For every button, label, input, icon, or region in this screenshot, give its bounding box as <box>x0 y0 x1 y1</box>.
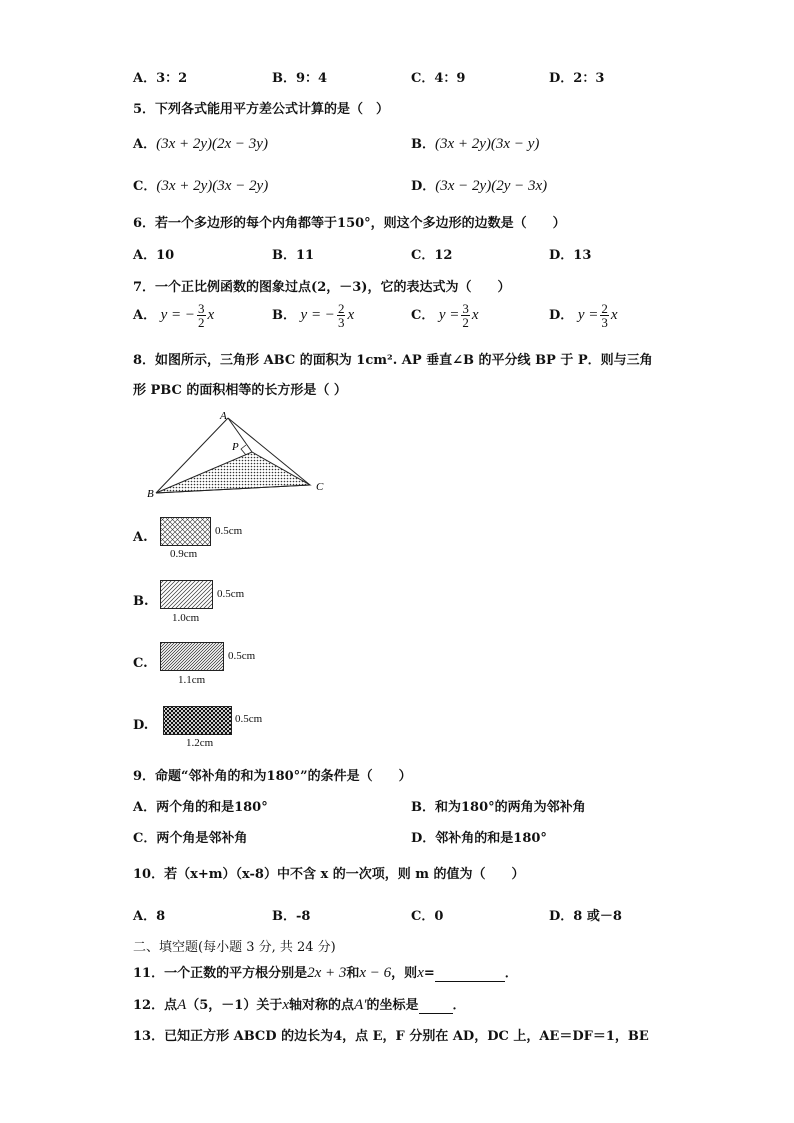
q8-option-d-width: 1.2cm <box>186 737 214 749</box>
q5-option-b: B．(3x + 2y)(3x − y) <box>411 136 540 152</box>
q9-option-a: A．两个角的和是180° <box>133 800 268 815</box>
q8-option-c-rectangle <box>160 642 225 672</box>
q10-stem: 10．若（x+m）（x-8）中不含 x 的一次项，则 m 的值为（ ） <box>133 867 525 882</box>
q8-option-a-width: 0.9cm <box>170 548 198 560</box>
q7-option-a: A． y = − $\frac{3}{2}$ x <box>133 301 215 330</box>
q9-option-c: C．两个角是邻补角 <box>133 831 248 846</box>
triangle-figure <box>130 405 340 500</box>
q10-option-a: A．8 <box>133 909 166 924</box>
triangle-pbc-shaded <box>156 452 310 493</box>
q6-option-c: C．12 <box>411 248 453 263</box>
q8-stem-line2: 形 PBC 的面积相等的长方形是（ ） <box>133 383 347 398</box>
q8-option-a-rectangle <box>160 517 212 547</box>
q13-stem: 13．已知正方形 ABCD 的边长为4，点 E，F 分别在 AD，DC 上，AE＝DF＝1，BE <box>133 1029 649 1044</box>
q4-option-c: C．4：9 <box>411 71 466 86</box>
q6-option-b: B．11 <box>272 248 315 263</box>
q4-option-d: D．2：3 <box>549 71 605 86</box>
label-c: C <box>316 481 324 493</box>
label-a: A <box>220 410 227 422</box>
q10-option-b: B．-8 <box>272 909 311 924</box>
q8-option-c-width: 1.1cm <box>178 674 206 686</box>
q8-option-c-height: 0.5cm <box>228 650 256 662</box>
q8-option-b-rectangle <box>160 580 214 610</box>
q10-option-d: D．8 或－8 <box>549 909 622 924</box>
label-p: P <box>232 441 239 453</box>
q5-stem: 5．下列各式能用平方差公式计算的是（ ） <box>133 102 390 117</box>
q10-option-c: C．0 <box>411 909 444 924</box>
q8-option-a-height: 0.5cm <box>215 525 243 537</box>
q8-option-d-label: D. <box>133 718 149 733</box>
q12-stem: 12．点A（5，－1）关于x轴对称的点A′的坐标是 ． <box>133 997 466 1013</box>
q8-option-d-rectangle <box>163 706 233 736</box>
q9-stem: 9．命题“邻补角的和为180°”的条件是（ ） <box>133 769 412 784</box>
q7-option-c: C． y = $\frac{3}{2}$ x <box>411 301 479 330</box>
q5-option-c: C．(3x + 2y)(3x − 2y) <box>133 178 269 194</box>
q4-option-b: B．9：4 <box>272 71 328 86</box>
q9-option-b: B．和为180°的两角为邻补角 <box>411 800 586 815</box>
q8-option-c-label: C. <box>133 656 148 671</box>
q8-option-d-height: 0.5cm <box>235 713 263 725</box>
section-heading: 二、填空题(每小题 3 分, 共 24 分) <box>133 940 336 955</box>
q8-option-b-height: 0.5cm <box>217 588 245 600</box>
q9-option-d: D．邻补角的和是180° <box>411 831 547 846</box>
q8-stem-line1: 8．如图所示，三角形 ABC 的面积为 1cm². AP 垂直∠B 的平分线 BP 于 P．则与三角 <box>133 353 653 368</box>
q11-answer-blank[interactable] <box>435 966 505 982</box>
q6-option-d: D．13 <box>549 248 592 263</box>
q5-option-d: D．(3x − 2y)(2y − 3x) <box>411 178 548 194</box>
q8-option-a-label: A. <box>133 530 148 545</box>
q12-answer-blank[interactable] <box>419 998 453 1014</box>
q7-option-d: D． y = $\frac{2}{3}$ x <box>549 301 618 330</box>
q5-option-a: A．(3x + 2y)(2x − 3y) <box>133 136 268 152</box>
q4-option-a: A．3：2 <box>133 71 188 86</box>
q7-option-b: B． y = − $\frac{2}{3}$ x <box>272 301 355 330</box>
q8-option-b-label: B. <box>133 594 149 609</box>
q6-stem: 6．若一个多边形的每个内角都等于150°，则这个多边形的边数是（ ） <box>133 216 566 231</box>
q8-option-b-width: 1.0cm <box>172 612 200 624</box>
q7-stem: 7．一个正比例函数的图象过点(2，－3)，它的表达式为（ ） <box>133 280 511 295</box>
q11-stem: 11．一个正数的平方根分别是2x + 3和x − 6，则x= ． <box>133 965 518 981</box>
label-b: B <box>147 488 154 500</box>
q6-option-a: A．10 <box>133 248 175 263</box>
